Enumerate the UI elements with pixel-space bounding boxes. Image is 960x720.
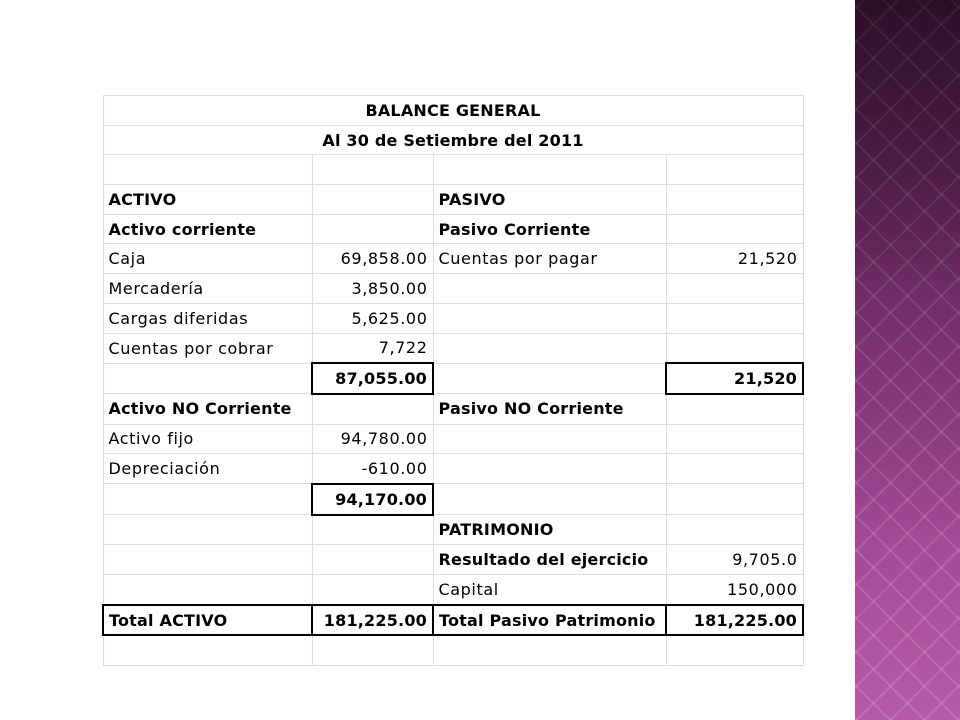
- empty-cell: [433, 333, 666, 363]
- capital-label: Capital: [433, 575, 666, 605]
- empty-cell: [312, 214, 433, 244]
- patrimonio-heading: PATRIMONIO: [433, 515, 666, 545]
- table-row: [103, 515, 803, 545]
- empty-cell: [433, 303, 666, 333]
- empty-cell: [312, 185, 433, 215]
- empty-cell: [103, 155, 312, 185]
- empty-cell: [666, 394, 803, 424]
- empty-cell: [103, 484, 312, 515]
- decorative-side-band: [855, 0, 960, 720]
- account-value: 3,850.00: [312, 274, 433, 304]
- table-row: [103, 545, 803, 575]
- table-row: [103, 155, 803, 185]
- table-row: [103, 575, 803, 605]
- empty-cell: [433, 274, 666, 304]
- pasivo-corriente-heading: Pasivo Corriente: [433, 214, 666, 244]
- empty-cell: [666, 214, 803, 244]
- pasivo-heading: PASIVO: [433, 185, 666, 215]
- empty-cell: [312, 575, 433, 605]
- table-row: [103, 484, 803, 515]
- total-pasivo-patrimonio-label: Total Pasivo Patrimonio: [433, 605, 666, 636]
- account-label: Cuentas por pagar: [433, 244, 666, 274]
- activo-corriente-subtotal: 87,055.00: [312, 363, 433, 394]
- sheet-title: BALANCE GENERAL: [103, 96, 803, 126]
- table-row: [103, 274, 803, 304]
- activo-heading: ACTIVO: [103, 185, 312, 215]
- empty-cell: [666, 454, 803, 484]
- empty-cell: [666, 515, 803, 545]
- empty-cell: [103, 363, 312, 394]
- account-label: Caja: [103, 244, 312, 274]
- balance-sheet-table: [102, 95, 804, 666]
- account-value: 7,722: [312, 333, 433, 363]
- empty-cell: [433, 155, 666, 185]
- empty-cell: [312, 545, 433, 575]
- capital-value: 150,000: [666, 575, 803, 605]
- account-label: Activo fijo: [103, 424, 312, 454]
- empty-cell: [312, 394, 433, 424]
- account-label: Depreciación: [103, 454, 312, 484]
- table-row: [103, 394, 803, 424]
- empty-cell: [433, 484, 666, 515]
- empty-cell: [433, 454, 666, 484]
- empty-cell: [433, 424, 666, 454]
- empty-cell: [103, 635, 312, 665]
- table-row: [103, 303, 803, 333]
- empty-cell: [312, 155, 433, 185]
- empty-cell: [666, 274, 803, 304]
- pasivo-corriente-subtotal: 21,520: [666, 363, 803, 394]
- empty-cell: [666, 635, 803, 665]
- table-row: [103, 185, 803, 215]
- resultado-label: Resultado del ejercicio: [433, 545, 666, 575]
- account-label: Mercadería: [103, 274, 312, 304]
- table-row: [103, 363, 803, 394]
- table-row: [103, 244, 803, 274]
- total-activo-value: 181,225.00: [312, 605, 433, 636]
- empty-cell: [433, 635, 666, 665]
- empty-cell: [312, 635, 433, 665]
- resultado-value: 9,705.0: [666, 545, 803, 575]
- empty-cell: [666, 303, 803, 333]
- table-row-total: [103, 605, 803, 636]
- account-label: Cargas diferidas: [103, 303, 312, 333]
- sheet-subtitle: Al 30 de Setiembre del 2011: [103, 125, 803, 155]
- table-row: [103, 333, 803, 363]
- empty-cell: [666, 185, 803, 215]
- empty-cell: [312, 515, 433, 545]
- activo-corriente-heading: Activo corriente: [103, 214, 312, 244]
- empty-cell: [103, 515, 312, 545]
- empty-cell: [666, 424, 803, 454]
- activo-no-corriente-subtotal: 94,170.00: [312, 484, 433, 515]
- empty-cell: [666, 155, 803, 185]
- empty-cell: [433, 363, 666, 394]
- account-value: -610.00: [312, 454, 433, 484]
- table-row: [103, 214, 803, 244]
- table-row: [103, 125, 803, 155]
- total-pasivo-patrimonio-value: 181,225.00: [666, 605, 803, 636]
- empty-cell: [666, 484, 803, 515]
- table-row: [103, 454, 803, 484]
- account-value: 94,780.00: [312, 424, 433, 454]
- pasivo-no-corriente-heading: Pasivo NO Corriente: [433, 394, 666, 424]
- empty-cell: [103, 545, 312, 575]
- account-value: 21,520: [666, 244, 803, 274]
- total-activo-label: Total ACTIVO: [103, 605, 312, 636]
- account-value: 5,625.00: [312, 303, 433, 333]
- table-row: [103, 96, 803, 126]
- empty-cell: [666, 333, 803, 363]
- account-label: Cuentas por cobrar: [103, 333, 312, 363]
- activo-no-corriente-heading: Activo NO Corriente: [103, 394, 312, 424]
- table-row: [103, 424, 803, 454]
- account-value: 69,858.00: [312, 244, 433, 274]
- table-row: [103, 635, 803, 665]
- empty-cell: [103, 575, 312, 605]
